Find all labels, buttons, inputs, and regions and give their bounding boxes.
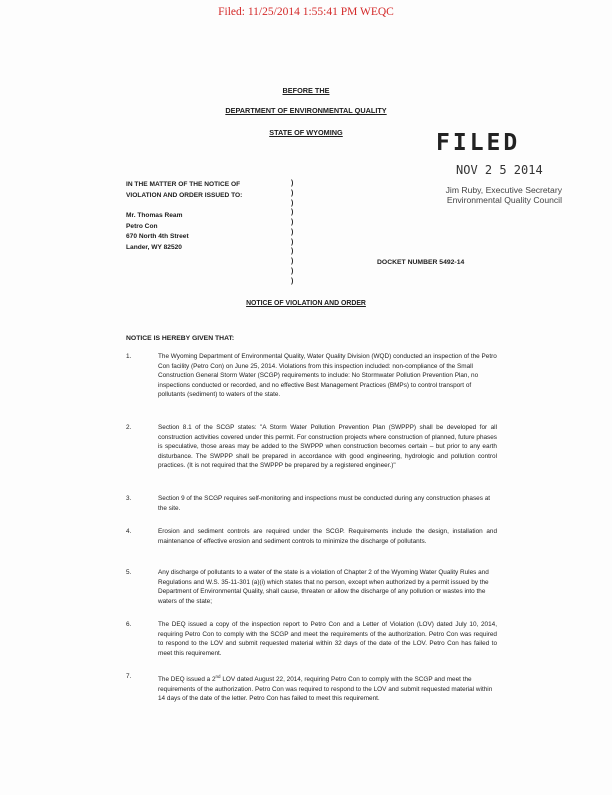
finding-item xyxy=(126,568,496,606)
finding-number: 6. xyxy=(126,621,132,628)
bracket: ) xyxy=(291,199,294,207)
bracket: ) xyxy=(291,189,294,197)
finding-text-post: LOV dated August 22, 2014, requiring Petro Con to comply with the SCGP and meet the requirements of the authorization. Petro Con was required to respond to the LOV and submit requested material within 14 days of the date of the letter. Petro Con has failed to meet this requirement. xyxy=(158,676,493,703)
finding-text: Erosion and sediment controls are required under the SCGP. Requirements include the design, installation and maintenance of effective erosion and sediment controls to minimize the discharge of pollutants. xyxy=(158,528,497,545)
finding-number: 5. xyxy=(126,569,132,576)
respondent-name: Mr. Thomas Ream xyxy=(126,212,183,220)
finding-text: Any discharge of pollutants to a water of the state is a violation of Chapter 2 of the Wyoming Water Quality Rules and Regulations and W.S. 35-11-301 (a)(i) which states that no person, except when authorized by a permit issued by the Department of Environmental Quality, shall cause, threaten or allow the discharge of any pollution or wastes into the waters of the state; xyxy=(158,569,489,605)
header-state: STATE OF WYOMING xyxy=(269,128,343,137)
header-department: DEPARTMENT OF ENVIRONMENTAL QUALITY xyxy=(225,106,387,115)
finding-item xyxy=(126,672,496,704)
finding-item xyxy=(126,494,496,513)
finding-text: The DEQ issued a copy of the inspection report to Petro Con and a Letter of Violation (LOV) dated July 10, 2014, requiring Petro Con to comply with the SCGP and meet the requirements of the authorization. Petro Con was required to respond to the LOV and submit requested material within 32 days of the date of the LOV. Petro Con has failed to meet this requirement. xyxy=(158,621,497,657)
caption-title-line2: VIOLATION AND ORDER ISSUED TO: xyxy=(126,191,243,199)
case-caption xyxy=(126,180,326,254)
finding-number: 7. xyxy=(126,673,132,680)
bracket: ) xyxy=(291,209,294,217)
finding-item xyxy=(126,423,496,471)
bracket: ) xyxy=(291,228,294,236)
respondent-address xyxy=(126,211,326,253)
filed-stamp-name: Jim Ruby, Executive Secretary xyxy=(445,185,562,195)
finding-number: 2. xyxy=(126,424,132,431)
caption-brackets xyxy=(291,179,293,286)
caption-title-line1: IN THE MATTER OF THE NOTICE OF xyxy=(126,181,241,188)
finding-text xyxy=(158,672,497,704)
finding-text: Section 9 of the SCGP requires self-monitoring and inspections must be conducted during any construction phases at the site. xyxy=(158,495,491,512)
finding-text: The Wyoming Department of Environmental Quality, Water Quality Division (WQD) conducted an inspection of the Petro Con facility (Petro Con) on June 25, 2014. Violations from this inspection included: non-compliance of the Small Construction General Storm Water (SCGP) requirements to include: No Stormwater Pollution Prevention Plan, no inspections conducted or recorded, and no effective Best Management Practices (BMPs) to control transport of pollutants (sediment) to waters of the state. xyxy=(158,353,497,399)
filed-stamp-council: Environmental Quality Council xyxy=(446,195,562,205)
finding-number: 4. xyxy=(126,528,132,535)
respondent-street: 670 North 4th Street xyxy=(126,233,189,241)
filed-stamp-word: FILED xyxy=(436,130,521,156)
respondent-city: Lander, WY 82520 xyxy=(126,243,182,251)
finding-text: Section 8.1 of the SCGP states: "A Storm Water Pollution Prevention Plan (SWPPP) shall be developed for all construction activities covered under this permit. For construction projects where construction of planned, future phases is speculative, those areas may be added to the SWPPP when construction becomes certain – but prior to any earth disturbance. The SWPPP shall be prepared in accordance with good engineering, hydrologic and pollution control practices. (It is not required that the SWPPP be prepared by a registered engineer.)" xyxy=(158,424,497,470)
header-before-the: BEFORE THE xyxy=(282,86,330,95)
filed-timestamp: Filed: 11/25/2014 1:55:41 PM WEQC xyxy=(218,6,394,18)
bracket: ) xyxy=(291,219,294,226)
finding-item xyxy=(126,527,496,546)
finding-text-pre: The DEQ issued a 2 xyxy=(158,676,216,684)
finding-item xyxy=(126,620,496,658)
document-title: NOTICE OF VIOLATION AND ORDER xyxy=(246,300,366,307)
bracket: ) xyxy=(291,267,294,275)
finding-item xyxy=(126,352,496,400)
finding-number: 1. xyxy=(126,353,132,360)
ordinal-suffix: nd xyxy=(215,674,221,679)
filed-stamp-signatory xyxy=(432,185,562,205)
bracket: ) xyxy=(291,248,294,256)
bracket: ) xyxy=(291,258,294,265)
respondent-company: Petro Con xyxy=(126,222,158,230)
docket-number: DOCKET NUMBER 5492-14 xyxy=(377,259,465,266)
finding-number: 3. xyxy=(126,495,132,502)
notice-intro: NOTICE IS HEREBY GIVEN THAT: xyxy=(126,335,235,342)
filed-stamp-date: NOV 2 5 2014 xyxy=(456,163,543,177)
bracket: ) xyxy=(291,277,294,285)
bracket: ) xyxy=(291,180,294,187)
bracket: ) xyxy=(291,238,294,246)
